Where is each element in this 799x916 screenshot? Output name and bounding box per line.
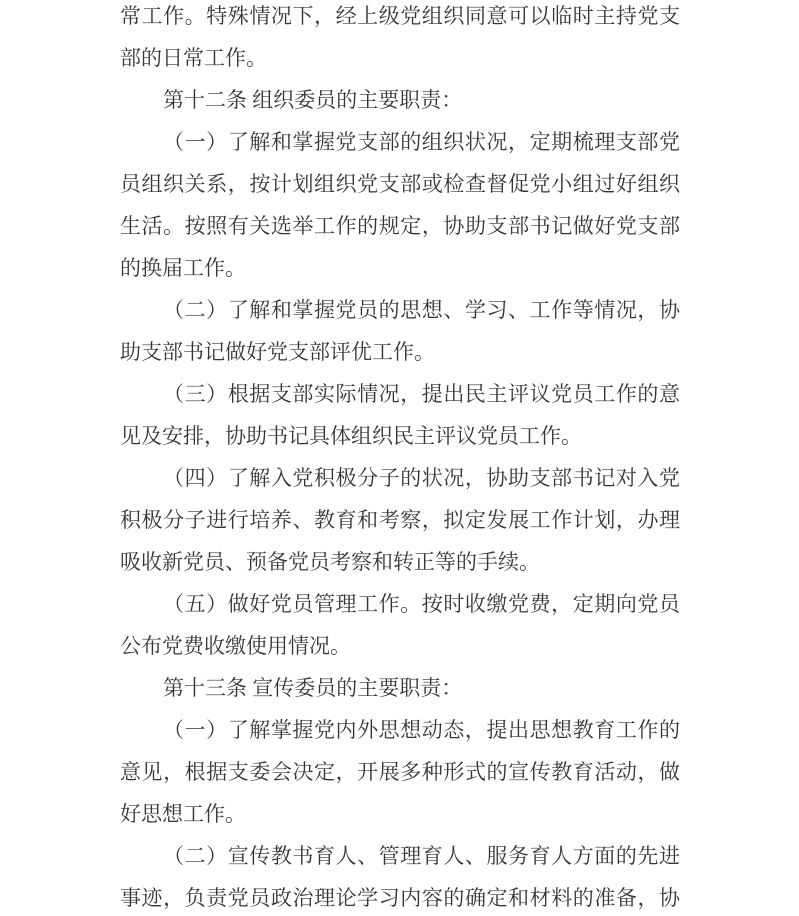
text-line: （一）了解掌握党内外思想动态，提出思想教育工作的 bbox=[163, 718, 680, 742]
text-line: （一）了解和掌握党支部的组织状况，定期梳理支部党 bbox=[163, 130, 680, 154]
document-body bbox=[120, 0, 680, 916]
text-line: 积极分子进行培养、教育和考察，拟定发展工作计划，办理 bbox=[120, 508, 680, 532]
text-line: 公布党费收缴使用情况。 bbox=[120, 634, 351, 658]
text-line: （三）根据支部实际情况，提出民主评议党员工作的意 bbox=[163, 382, 680, 406]
text-line: 第十二条 组织委员的主要职责： bbox=[163, 88, 463, 112]
text-line: （二）宣传教书育人、管理育人、服务育人方面的先进 bbox=[163, 844, 680, 868]
text-line: 第十三条 宣传委员的主要职责： bbox=[163, 676, 463, 700]
text-line: 事迹，负责党员政治理论学习内容的确定和材料的准备，协 bbox=[120, 886, 680, 910]
text-line: （四）了解入党积极分子的状况，协助支部书记对入党 bbox=[163, 466, 680, 490]
text-line: （五）做好党员管理工作。按时收缴党费，定期向党员 bbox=[163, 592, 680, 616]
text-line: （二）了解和掌握党员的思想、学习、工作等情况，协 bbox=[163, 298, 680, 322]
text-line: 部的日常工作。 bbox=[120, 46, 267, 70]
text-line: 常工作。特殊情况下，经上级党组织同意可以临时主持党支 bbox=[120, 4, 680, 28]
text-line: 员组织关系，按计划组织党支部或检查督促党小组过好组织 bbox=[120, 172, 680, 196]
text-line: 见及安排，协助书记具体组织民主评议党员工作。 bbox=[120, 424, 582, 448]
text-line: 生活。按照有关选举工作的规定，协助支部书记做好党支部 bbox=[120, 214, 680, 238]
text-line: 吸收新党员、预备党员考察和转正等的手续。 bbox=[120, 550, 540, 574]
text-line: 的换届工作。 bbox=[120, 256, 246, 280]
text-line: 助支部书记做好党支部评优工作。 bbox=[120, 340, 435, 364]
text-line: 意见，根据支委会决定，开展多种形式的宣传教育活动，做 bbox=[120, 760, 680, 784]
text-line: 好思想工作。 bbox=[120, 802, 246, 826]
